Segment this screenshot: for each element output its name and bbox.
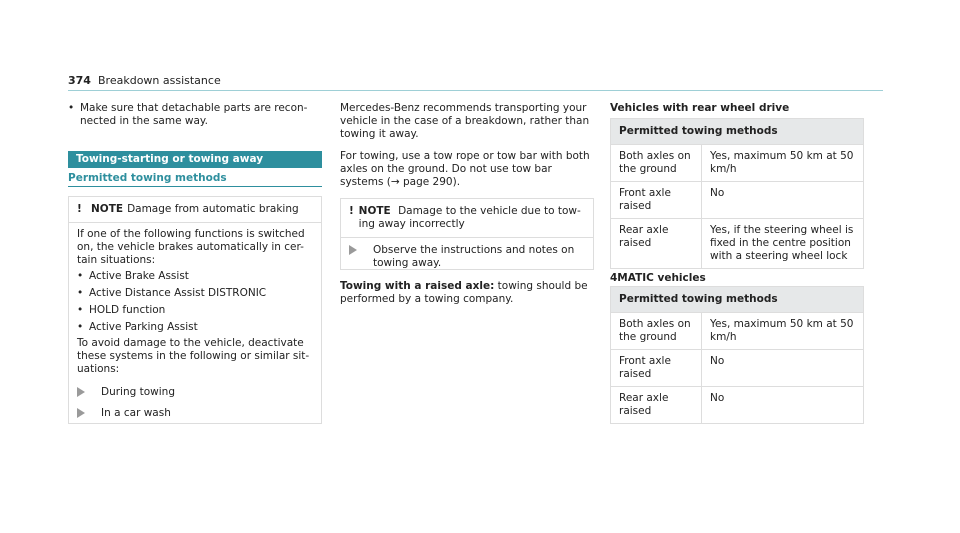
method-cell: Rear axle raised — [611, 219, 702, 269]
raised-axle-label: Towing with a raised axle: — [340, 280, 495, 292]
note-action-text: Observe the instructions and notes on towing away. — [373, 244, 575, 269]
note-action — [349, 244, 585, 270]
table-row — [611, 182, 864, 219]
situation-item — [77, 407, 313, 420]
method-cell: Front axle raised — [611, 350, 702, 387]
method-cell: Rear axle raised — [611, 387, 702, 424]
note-text: Damage to the vehicle due to tow-ing away incorrectly — [358, 205, 581, 230]
subsection-title: Permitted towing methods — [68, 172, 227, 184]
table-row — [611, 350, 864, 387]
method-cell: Front axle raised — [611, 182, 702, 219]
list-item: • Active Brake Assist — [77, 270, 313, 283]
table-row — [611, 313, 864, 350]
page-header-title: Breakdown assistance — [98, 74, 221, 87]
list-item: • Active Parking Assist — [77, 321, 313, 334]
note-body — [69, 223, 321, 425]
warning-icon: ! — [349, 205, 354, 217]
rwd-heading: Vehicles with rear wheel drive — [610, 102, 790, 114]
warning-icon: ! — [77, 203, 82, 215]
value-cell: No — [702, 387, 864, 424]
situation-label: In a car wash — [101, 407, 171, 419]
note-body-intro: If one of the following functions is switched on, the vehicle brakes automatically in cer-tain situations: — [77, 228, 305, 266]
table-header: Permitted towing methods — [611, 287, 864, 313]
subsection-divider — [68, 186, 322, 187]
note-label: NOTE — [91, 203, 124, 215]
arrow-icon — [77, 387, 85, 397]
note-header — [69, 197, 321, 222]
raised-axle-text: towing should be performed by a towing company. — [340, 280, 588, 305]
list-item: • HOLD function — [77, 304, 313, 317]
header-divider — [68, 90, 883, 91]
page-number: 374 — [68, 74, 91, 87]
value-cell: Yes, maximum 50 km at 50 km/h — [702, 145, 864, 182]
arrow-icon — [349, 245, 357, 255]
4matic-heading: 4MATIC vehicles — [610, 272, 706, 284]
value-cell: No — [702, 350, 864, 387]
avoid-text: To avoid damage to the vehicle, deactivate these systems in the following or similar sit-uations: — [77, 337, 310, 375]
rwd-table — [610, 118, 864, 269]
value-cell: Yes, if the steering wheel is fixed in the centre position with a steering wheel lock — [702, 219, 864, 269]
situation-label: During towing — [101, 386, 175, 398]
method-cell: Both axles on the ground — [611, 145, 702, 182]
method-cell: Both axles on the ground — [611, 313, 702, 350]
arrow-icon — [77, 408, 85, 418]
transport-paragraph: Mercedes-Benz recommends transporting your vehicle in the case of a breakdown, rather than towing it away. — [340, 102, 590, 140]
note-label: NOTE — [358, 205, 391, 217]
section-title: Towing-starting or towing away — [68, 151, 322, 168]
note-box-braking — [68, 196, 322, 424]
intro-bullet: • Make sure that detachable parts are recon-nected in the same way. — [68, 102, 330, 128]
list-item: • Active Distance Assist DISTRONIC — [77, 287, 313, 300]
table-row — [611, 387, 864, 424]
value-cell: Yes, maximum 50 km at 50 km/h — [702, 313, 864, 350]
note-header — [341, 199, 593, 237]
tow-rope-paragraph: For towing, use a tow rope or tow bar with both axles on the ground. Do not use tow bar systems (→ page 290). — [340, 150, 590, 188]
note-box-towing — [340, 198, 594, 270]
table-row — [611, 219, 864, 269]
note-divider — [341, 237, 593, 238]
table-header: Permitted towing methods — [611, 119, 864, 145]
table-row — [611, 145, 864, 182]
situation-item — [77, 386, 313, 399]
4matic-table — [610, 286, 864, 424]
raised-axle-paragraph — [340, 280, 594, 306]
value-cell: No — [702, 182, 864, 219]
note-text: Damage from automatic braking — [127, 203, 299, 215]
